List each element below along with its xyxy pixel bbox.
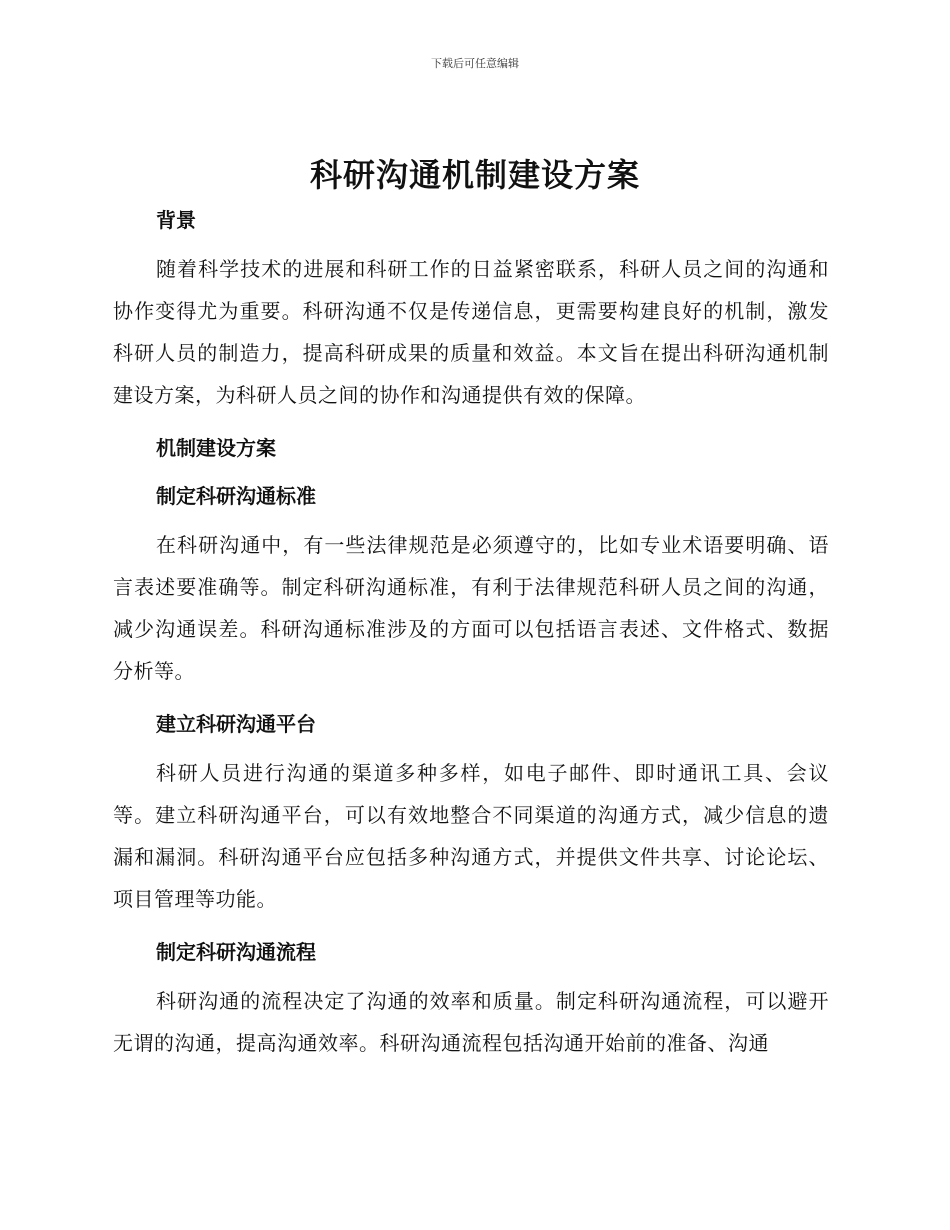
- subheading-communication-platform: 建立科研沟通平台: [156, 712, 316, 736]
- section-heading-mechanism-plan: 机制建设方案: [156, 436, 276, 460]
- paragraph-communication-standards: 在科研沟通中，有一些法律规范是必须遵守的，比如专业术语要明确、语言表述要准确等。制定科研沟通标准，有利于法律规范科研人员之间的沟通，减少沟通误差。科研沟通标准涉及的方面可以包括语言表述、文件格式、数据分析等。: [113, 533, 829, 683]
- paragraph-communication-process: 科研沟通的流程决定了沟通的效率和质量。制定科研沟通流程，可以避开无谓的沟通，提高沟通效率。科研沟通流程包括沟通开始前的准备、沟通: [113, 989, 829, 1055]
- page-header-note: 下载后可任意编辑: [431, 57, 519, 70]
- subheading-communication-process: 制定科研沟通流程: [156, 940, 316, 964]
- subheading-communication-standards: 制定科研沟通标准: [156, 484, 316, 508]
- section-heading-background: 背景: [156, 208, 196, 232]
- paragraph-communication-platform: 科研人员进行沟通的渠道多种多样，如电子邮件、即时通讯工具、会议等。建立科研沟通平台，可以有效地整合不同渠道的沟通方式，减少信息的遗漏和漏洞。科研沟通平台应包括多种沟通方式，并提供文件共享、讨论论坛、项目管理等功能。: [113, 761, 829, 911]
- document-body: [113, 196, 829, 1072]
- document-title: 科研沟通机制建设方案: [309, 156, 640, 194]
- paragraph-background: 随着科学技术的进展和科研工作的日益紧密联系，科研人员之间的沟通和协作变得尤为重要。科研沟通不仅是传递信息，更需要构建良好的机制，激发科研人员的制造力，提高科研成果的质量和效益。本文旨在提出科研沟通机制建设方案，为科研人员之间的协作和沟通提供有效的保障。: [113, 257, 829, 407]
